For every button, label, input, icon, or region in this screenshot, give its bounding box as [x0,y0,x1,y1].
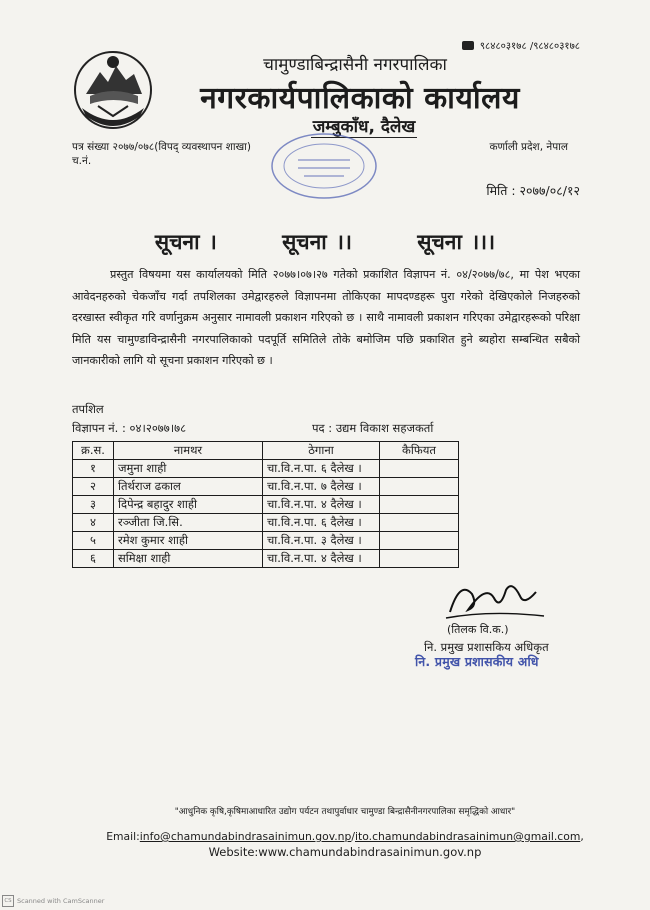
col-name: नामथर [114,442,263,460]
footer-website[interactable]: Website:www.chamundabindrasainimun.gov.np [208,845,482,859]
signatory-name: (तिलक वि.क.) [447,623,509,636]
reference-number: पत्र संख्या २०७७/०७८(विपद् व्यवस्थापन शाखा) [72,141,251,153]
camscanner-icon: CS [2,895,14,907]
table-row: ४ रञ्जीता जि.सि. चा.वि.न.पा. ६ दैलेख । [73,514,459,532]
signature [440,572,550,624]
col-remarks: कैफियत [380,442,459,460]
phone-icon [462,41,474,50]
province: कर्णाली प्रदेश, नेपाल [489,141,568,153]
table-row: ५ रमेश कुमार शाही चा.वि.न.पा. ३ दैलेख । [73,532,459,550]
org-subtitle: चामुण्डाबिन्द्रासैनी नगरपालिका [263,55,447,75]
notice-heading: सूचना । सूचना ।। सूचना ।।। [154,230,496,254]
org-place: जम्बुकाँध, दैलेख [312,117,416,137]
email-link-2[interactable]: ito.chamundabindrasainimun@gmail.com [355,830,581,843]
details-label: तपशिल [72,402,104,416]
table-row: ६ समिक्षा शाही चा.वि.न.पा. ४ दैलेख । [73,550,459,568]
email-link-1[interactable]: info@chamundabindrasainimun.gov.np [139,830,352,843]
footer-motto: "आधुनिक कृषि,कृषिमाआधारित उद्योग पर्यटन तथापुर्वाधार चामुण्डा बिन्द्रासैनीनगरपालिका समृद्धिको आधार" [174,807,516,817]
office-stamp [268,130,380,202]
notice-date: मिति : २०७७/०८/१२ [486,183,580,198]
dispatch-number: च.नं. [72,155,92,167]
table-row: ३ दिपेन्द्र बहादुर शाही चा.वि.न.पा. ४ दैलेख । [73,496,459,514]
notice-body: प्रस्तुत विषयमा यस कार्यालयको मिति २०७७।०७।२७ गतेको प्रकाशित विज्ञापन नं. ०४/२०७७/७८, मा पेश भएका आवेदनहरुको चेकजाँच गर्दा तपशिलका उमेद्वारहरुले विज्ञापनमा तोकिएका मापदण्डहरू पुरा गरेको देखिएकोले निजहरुको दरखास्त स्वीकृत गरि वर्णानुक्रम अनुसार नामावली प्रकाशन गरिएको छ । साथै नामावली प्रकाशन गरिएका उमेद्वारहरूको परिक्षा मिति यस चामुण्डाविन्द्रासैनी नगरपालिकाको पदपूर्ति समितिले तोके बमोजिम पछि प्रकाशित हुने ब्यहोरा सम्बन्धित सबैको जानकारीको लागि यो सूचना प्रकाशन गरिएको छ । [72,268,580,367]
post-name: पद : उद्यम विकाश सहजकर्ता [312,421,434,435]
footer-email: Email:info@chamundabindrasainimun.gov.np/ito.chamundabindrasainimun@gmail.com, [106,830,584,843]
col-address: ठेगाना [263,442,380,460]
table-header-row [73,442,459,460]
candidate-table [72,441,459,568]
org-title: नगरकार्यपालिकाको कार्यालय [200,81,520,116]
advertisement-number: विज्ञापन नं. : ०४।२०७७।७८ [72,421,187,435]
col-serial: क्र.स. [73,442,114,460]
signatory-title: नि. प्रमुख प्रशासकिय अधिकृत [424,640,549,654]
table-row: १ जमुना शाही चा.वि.न.पा. ६ दैलेख । [73,460,459,478]
signatory-stamp: नि. प्रमुख प्रशासकीय अधि [415,654,539,669]
phone-number: ९८४८०३१७८ /९८४८०३१७८ [462,38,580,52]
scanner-watermark: CS Scanned with CamScanner [2,895,104,907]
table-row: २ तिर्थराज ढकाल चा.वि.न.पा. ७ दैलेख । [73,478,459,496]
